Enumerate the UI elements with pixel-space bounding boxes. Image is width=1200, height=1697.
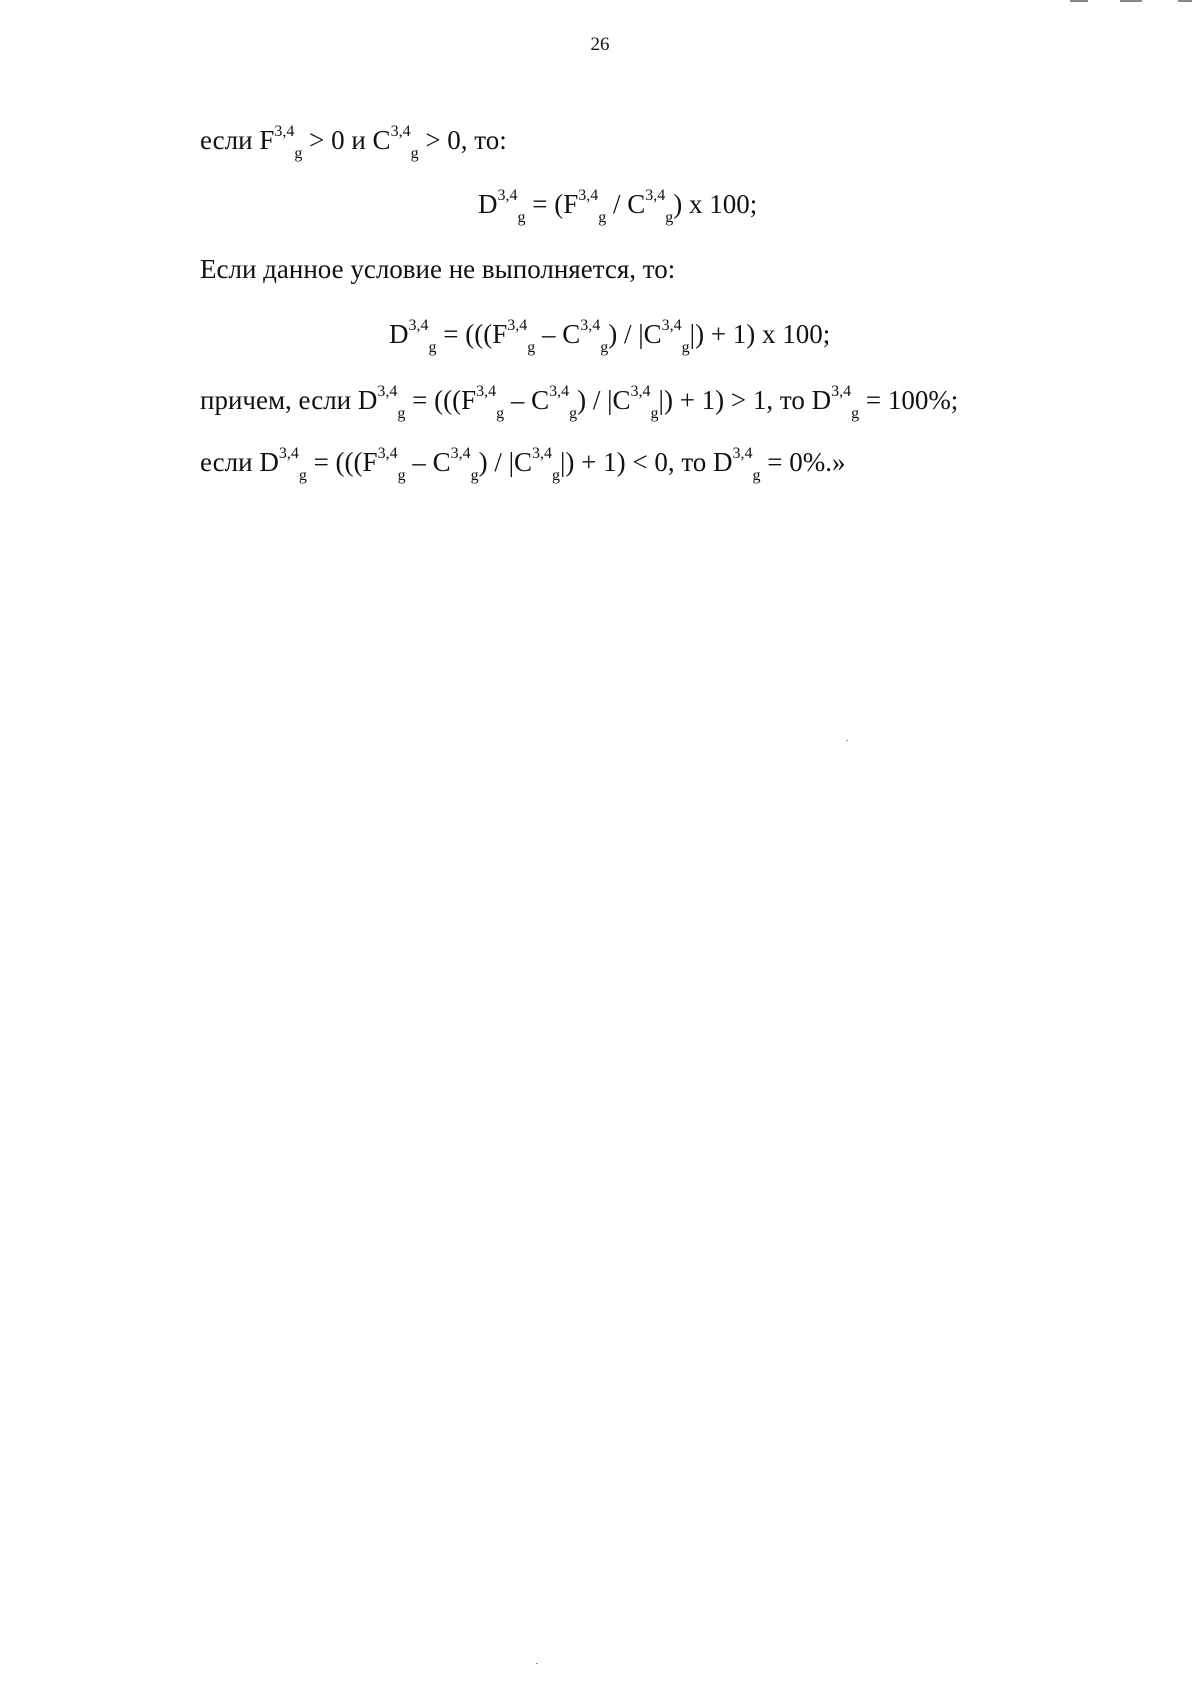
- variable-f: F: [461, 385, 477, 415]
- subscript: g: [752, 467, 761, 484]
- text-fragment: > 0 и: [302, 125, 373, 155]
- text-fragment: ) / |: [478, 447, 514, 477]
- text-fragment: ) / |: [577, 385, 613, 415]
- superscript: 3,4: [578, 187, 599, 204]
- variable-f: F: [362, 447, 378, 477]
- variable-d: D: [713, 447, 733, 477]
- superscript: 3,4: [630, 383, 651, 400]
- variable-f: F: [259, 125, 275, 155]
- variable-f: F: [492, 319, 508, 349]
- variable-d: D: [357, 385, 378, 415]
- text-fragment: причем, если: [200, 385, 358, 415]
- text-fragment: |) + 1) > 1, то: [658, 385, 812, 415]
- text-fragment: = 0%.»: [760, 447, 846, 477]
- variable-c: C: [432, 447, 451, 477]
- subscript: g: [496, 405, 505, 422]
- text-fragment: если: [200, 125, 260, 155]
- superscript: 3,4: [390, 123, 411, 140]
- scan-mark: [1070, 0, 1088, 2]
- superscript: 3,4: [661, 317, 682, 334]
- text-fragment: = (((: [405, 385, 462, 415]
- else-line: [200, 252, 675, 286]
- superscript: 3,4: [274, 123, 295, 140]
- subscript: g: [517, 209, 526, 226]
- text-fragment: –: [504, 385, 532, 415]
- superscript: 3,4: [408, 317, 429, 334]
- superscript: 3,4: [377, 445, 398, 462]
- scan-edge-marks: [1060, 0, 1200, 6]
- superscript: 3,4: [532, 445, 552, 462]
- superscript: 3,4: [645, 187, 666, 204]
- variable-c: C: [627, 189, 646, 219]
- variable-d: D: [478, 189, 498, 219]
- text-fragment: |) + 1) < 0, то: [560, 447, 714, 477]
- subscript: g: [552, 467, 560, 484]
- superscript: 3,4: [831, 383, 852, 400]
- subscript: g: [681, 339, 690, 356]
- scan-mark: [1120, 0, 1142, 2]
- subscript: g: [428, 339, 437, 356]
- formula-alternative: [389, 317, 830, 356]
- variable-c: C: [612, 385, 631, 415]
- condition-line: [200, 123, 507, 162]
- text-fragment: |) + 1) x 100;: [689, 319, 831, 349]
- scan-mark: [1178, 0, 1192, 2]
- superscript: 3,4: [507, 317, 528, 334]
- superscript: 3,4: [377, 383, 398, 400]
- subscript: g: [527, 339, 536, 356]
- subscript: g: [851, 405, 860, 422]
- text-fragment: –: [405, 447, 433, 477]
- text-fragment: Если данное условие не выполняется, то:: [200, 254, 676, 284]
- superscript: 3,4: [497, 187, 518, 204]
- variable-d: D: [811, 385, 832, 415]
- text-fragment: = (: [525, 189, 564, 219]
- superscript: 3,4: [476, 383, 497, 400]
- subscript: g: [397, 405, 406, 422]
- variable-c: C: [562, 319, 581, 349]
- superscript: 3,4: [450, 445, 471, 462]
- page-number: 26: [590, 34, 610, 55]
- scan-speck: [846, 740, 848, 741]
- superscript: 3,4: [549, 383, 570, 400]
- superscript: 3,4: [732, 445, 753, 462]
- subscript: g: [410, 145, 419, 162]
- subscript: g: [294, 145, 303, 162]
- text-fragment: > 0, то:: [418, 125, 507, 155]
- subscript: g: [665, 209, 674, 226]
- subscript: g: [598, 209, 607, 226]
- subscript: g: [470, 467, 479, 484]
- formula-ratio: [478, 187, 757, 226]
- subscript: g: [600, 339, 609, 356]
- variable-c: C: [372, 125, 391, 155]
- lower-bound-line: [200, 445, 846, 484]
- variable-d: D: [259, 447, 279, 477]
- text-fragment: –: [535, 319, 563, 349]
- superscript: 3,4: [580, 317, 601, 334]
- text-fragment: ) x 100;: [673, 189, 758, 219]
- subscript: g: [298, 467, 307, 484]
- variable-f: F: [563, 189, 579, 219]
- text-fragment: = (((: [306, 447, 363, 477]
- text-fragment: если: [200, 447, 260, 477]
- text-fragment: ) / |: [608, 319, 644, 349]
- text-fragment: /: [606, 189, 628, 219]
- scan-speck: [536, 1663, 538, 1664]
- variable-c: C: [643, 319, 662, 349]
- variable-c: C: [531, 385, 550, 415]
- subscript: g: [397, 467, 406, 484]
- variable-d: D: [389, 319, 409, 349]
- variable-c: C: [513, 447, 532, 477]
- text-fragment: = (((: [436, 319, 493, 349]
- upper-bound-line: [200, 383, 958, 422]
- subscript: g: [650, 405, 659, 422]
- subscript: g: [569, 405, 578, 422]
- text-fragment: = 100%;: [859, 385, 959, 415]
- superscript: 3,4: [278, 445, 299, 462]
